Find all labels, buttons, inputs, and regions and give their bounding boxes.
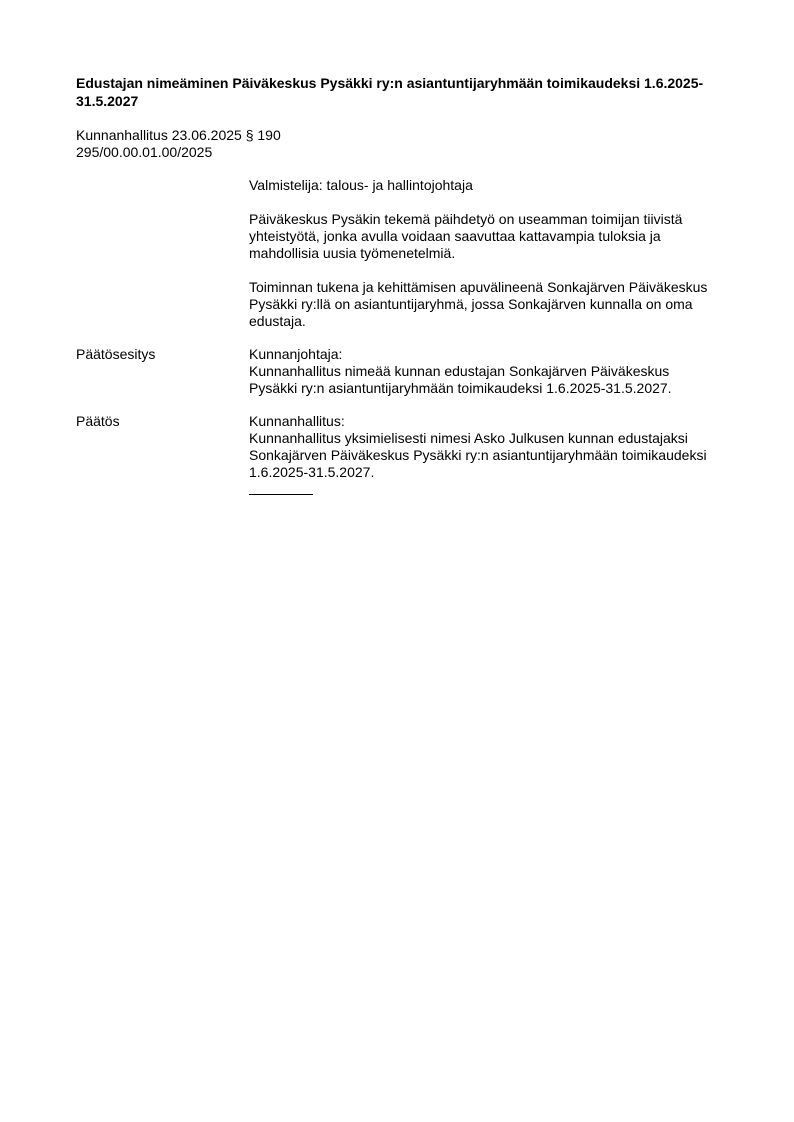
end-of-section-rule [249,494,313,495]
text-line: Pysäkki ry:llä on asiantuntijaryhmä, jossa Sonkajärven kunnalla on oma [249,296,693,312]
text-line: mahdollisia uusia työmenetelmiä. [249,245,456,261]
decision-content [249,413,737,481]
proposal-content [249,346,737,397]
text-line: edustaja. [249,313,306,329]
preparation-paragraph-2 [249,279,737,330]
record-number: 295/00.00.01.00/2025 [76,144,213,160]
document-title: Edustajan nimeäminen Päiväkeskus Pysäkki ry:n asiantuntijaryhmään toimikaudeksi 1.6.2025-31.5.2027 [76,75,704,109]
text-line: Toiminnan tukena ja kehittämisen apuvälineenä Sonkajärven Päiväkeskus [249,279,708,295]
text-line: Kunnanhallitus yksimielisesti nimesi Asko Julkusen kunnan edustajaksi [249,430,688,446]
meeting-info [76,127,281,161]
preparer-line: Valmistelija: talous- ja hallintojohtaja [249,177,473,193]
decision-label: Päätös [76,413,120,429]
preparation-content [249,177,737,330]
text-line: yhteistyötä, jonka avulla voidaan saavuttaa kattavampia tuloksia ja [249,228,661,244]
text-line: Kunnanhallitus: [249,413,345,429]
text-line: 1.6.2025-31.5.2027. [249,464,375,480]
text-line: Kunnanjohtaja: [249,346,343,362]
text-line: Sonkajärven Päiväkeskus Pysäkki ry:n asiantuntijaryhmään toimikaudeksi [249,447,707,463]
preparation-paragraph-1 [249,211,737,262]
text-line: Kunnanhallitus nimeää kunnan edustajan Sonkajärven Päiväkeskus [249,363,670,379]
meeting-line: Kunnanhallitus 23.06.2025 § 190 [76,127,281,143]
proposal-label: Päätösesitys [76,346,156,362]
text-line: Päiväkeskus Pysäkin tekemä päihdetyö on useamman toimijan tiivistä [249,211,683,227]
text-line: Pysäkki ry:n asiantuntijaryhmään toimikaudeksi 1.6.2025-31.5.2027. [249,380,672,396]
